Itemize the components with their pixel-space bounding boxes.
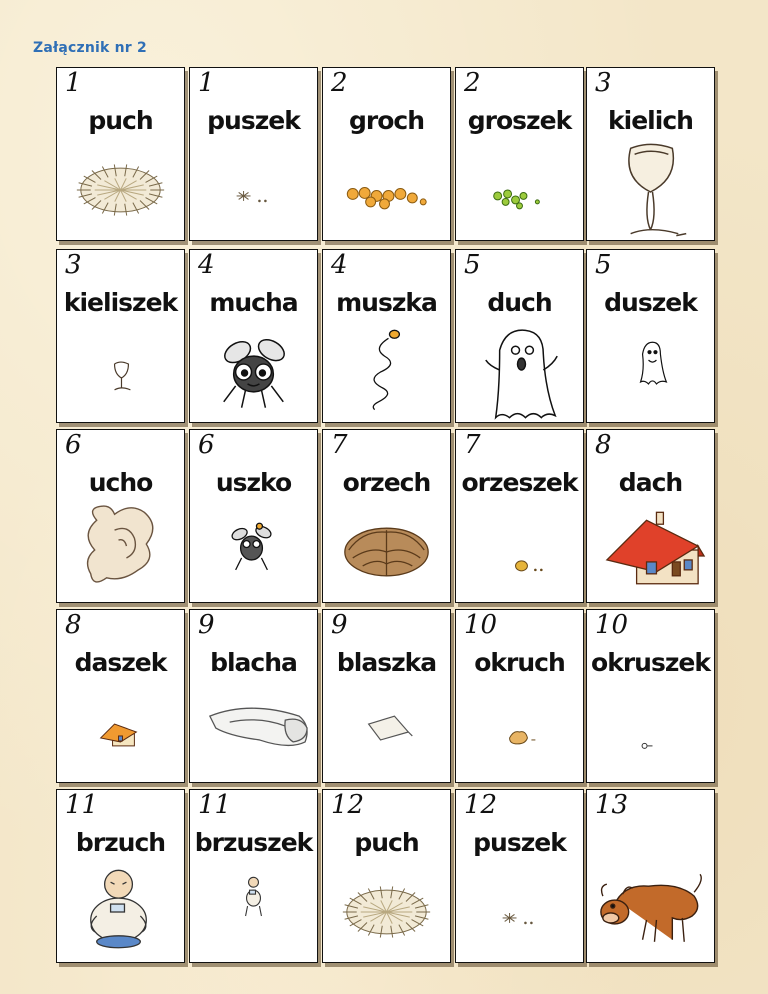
card-number: 4: [198, 250, 215, 280]
card-word: blacha: [210, 648, 297, 677]
card-word: kieliszek: [63, 288, 178, 317]
small-plate-icon: [323, 680, 450, 783]
card-word: puch: [354, 828, 419, 857]
word-card: [322, 789, 451, 963]
card-number: 3: [65, 250, 82, 280]
card-number: 7: [464, 430, 481, 460]
card-word: orzeszek: [461, 468, 578, 497]
card-word: groszek: [467, 106, 572, 135]
card-number: 10: [595, 610, 629, 640]
sheet-metal-icon: [190, 680, 317, 783]
ear-icon: [57, 500, 184, 603]
word-card: [586, 429, 715, 603]
fluff-icon: [57, 138, 184, 241]
small-house-icon: [57, 680, 184, 783]
card-word: puch: [88, 106, 153, 135]
word-card: [56, 789, 185, 963]
card-word: duszek: [604, 288, 697, 317]
goblet-icon: [587, 138, 714, 241]
card-number: 6: [65, 430, 82, 460]
card-number: 2: [331, 68, 348, 98]
word-card: [322, 67, 451, 241]
card-word: mucha: [209, 288, 298, 317]
walnut-icon: [323, 500, 450, 603]
card-word: groch: [348, 106, 425, 135]
word-card: [455, 789, 584, 963]
card-number: 11: [65, 790, 99, 820]
tiny-crumb-icon: [587, 680, 714, 783]
word-card: [56, 429, 185, 603]
card-number: 3: [595, 68, 612, 98]
fly-icon: [190, 320, 317, 423]
card-word: puszek: [207, 106, 300, 135]
card-number: 5: [464, 250, 481, 280]
card-word: duch: [487, 288, 552, 317]
word-card: [189, 249, 318, 423]
bull-icon: [587, 860, 714, 963]
small-glass-icon: [57, 320, 184, 423]
word-card: [322, 609, 451, 783]
card-number: 10: [464, 610, 498, 640]
small-peas-icon: [456, 138, 583, 241]
word-card: [455, 429, 584, 603]
card-number: 4: [331, 250, 348, 280]
card-word: okruszek: [591, 648, 710, 677]
small-ghost-icon: [587, 320, 714, 423]
card-word: uszko: [215, 468, 292, 497]
word-card: [189, 609, 318, 783]
card-word: kielich: [608, 106, 693, 135]
card-word: blaszka: [336, 648, 437, 677]
card-number: 13: [595, 790, 629, 820]
word-card: [455, 609, 584, 783]
word-card: [455, 67, 584, 241]
word-card: [586, 609, 715, 783]
word-card: [189, 67, 318, 241]
card-number: 6: [198, 430, 215, 460]
fluff-icon: [323, 860, 450, 963]
word-card: [586, 67, 715, 241]
crumb-icon: [456, 680, 583, 783]
word-card: [56, 67, 185, 241]
card-word: muszka: [336, 288, 437, 317]
card-number: 1: [198, 68, 215, 98]
word-card: [322, 249, 451, 423]
word-card: [189, 429, 318, 603]
small-nut-icon: [456, 500, 583, 603]
card-number: 7: [331, 430, 348, 460]
ghost-icon: [456, 320, 583, 423]
card-number: 9: [331, 610, 348, 640]
peas-icon: [323, 138, 450, 241]
belly-man-icon: [57, 860, 184, 963]
word-card: [586, 789, 715, 963]
card-word: brzuszek: [194, 828, 313, 857]
card-number: 2: [464, 68, 481, 98]
small-belly-icon: [190, 860, 317, 963]
card-word: orzech: [342, 468, 431, 497]
card-word: brzuch: [75, 828, 166, 857]
small-fluff-icon: [190, 138, 317, 241]
word-card: [322, 429, 451, 603]
card-word: daszek: [74, 648, 167, 677]
card-number: 1: [65, 68, 82, 98]
bug-with-ears-icon: [190, 500, 317, 603]
card-number: 12: [331, 790, 365, 820]
card-word: ucho: [88, 468, 153, 497]
word-card: [56, 249, 185, 423]
small-fly-icon: [323, 320, 450, 423]
card-number: 11: [198, 790, 232, 820]
card-number: 12: [464, 790, 498, 820]
card-number: 8: [595, 430, 612, 460]
card-word: puszek: [473, 828, 566, 857]
word-card: [56, 609, 185, 783]
card-number: 8: [65, 610, 82, 640]
word-card: [455, 249, 584, 423]
card-word: dach: [618, 468, 683, 497]
house-roof-icon: [587, 500, 714, 603]
word-card: [586, 249, 715, 423]
card-number: 9: [198, 610, 215, 640]
small-fluff-icon: [456, 860, 583, 963]
word-card: [189, 789, 318, 963]
attachment-label: Załącznik nr 2: [33, 40, 147, 56]
card-word: okruch: [474, 648, 565, 677]
card-number: 5: [595, 250, 612, 280]
